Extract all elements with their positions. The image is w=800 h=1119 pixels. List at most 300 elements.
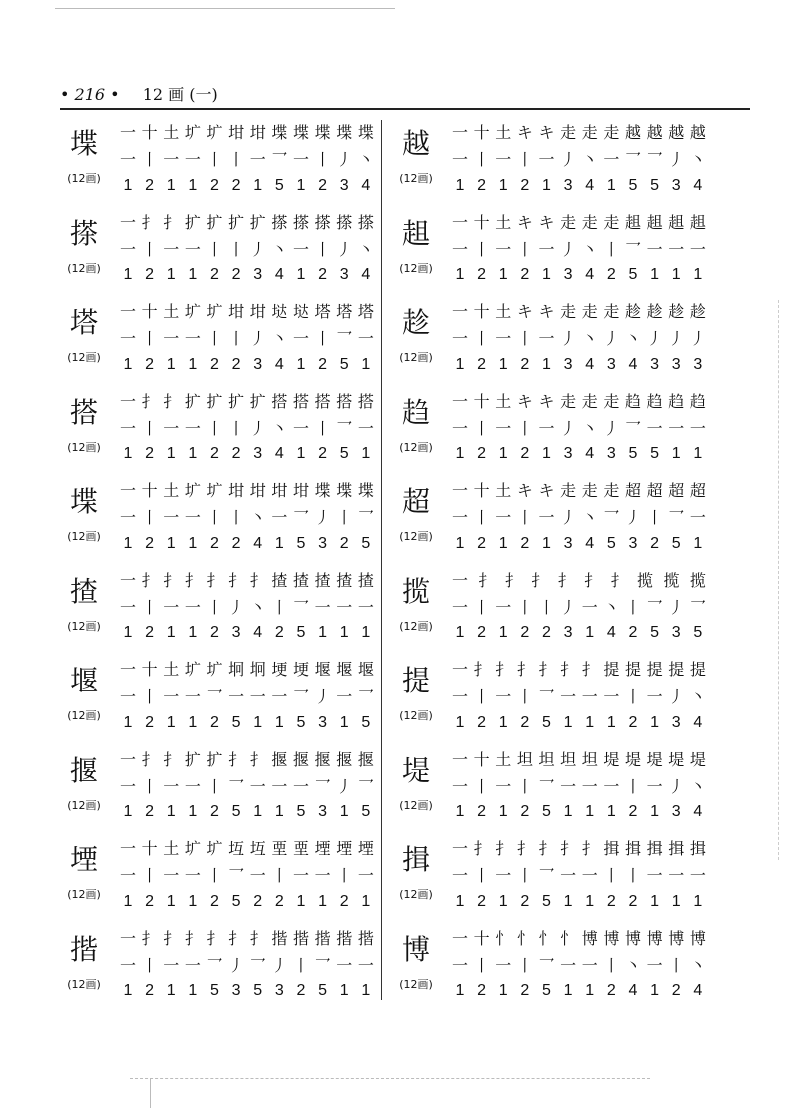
entry-character: 堤 (401, 753, 430, 787)
stroke-codes-cell: 2 (231, 445, 241, 462)
progressive-forms-cell: 一 (119, 839, 136, 858)
stroke-codes-cell: 1 (296, 892, 306, 910)
stroke-shapes-cell: 丶 (249, 597, 266, 617)
progressive-forms-cell: 忄 (538, 928, 555, 948)
stroke-entry (392, 745, 707, 827)
entry-character: 超 (401, 485, 430, 518)
stroke-codes-cell: 1 (455, 982, 465, 999)
progressive-forms-cell: 揖 (646, 839, 663, 858)
stroke-codes-cell: 4 (361, 266, 371, 283)
stroke-codes-cell: 1 (166, 534, 176, 552)
progressive-forms-cell: 圹 (184, 839, 201, 858)
stroke-codes-cell: 1 (585, 624, 595, 641)
stroke-shapes-cell: 丨 (624, 866, 641, 885)
stroke-shapes-cell: 一 (336, 955, 353, 975)
progressive-forms-cell: 趁 (689, 302, 706, 321)
stroke-codes-cell: 3 (274, 982, 284, 999)
stroke-codes-cell: 2 (628, 713, 638, 731)
progressive-forms-cell: 堞 (271, 123, 288, 142)
stroke-shapes-cell: 丨 (603, 866, 620, 885)
stroke-codes-cell: 5 (650, 445, 660, 462)
progressive-forms-cell: 搭 (292, 391, 309, 411)
progressive-forms (450, 118, 708, 145)
progressive-forms-cell: 揩 (314, 928, 331, 948)
progressive-forms-cell: キ (516, 123, 533, 142)
progressive-forms (118, 834, 376, 861)
stroke-codes-cell: 3 (318, 534, 328, 552)
stroke-codes-cell: 3 (253, 355, 263, 373)
stroke-shapes-cell: 丿 (668, 329, 685, 348)
stroke-shapes-cell: 一 (357, 866, 374, 885)
stroke-shapes-cell: 一 (163, 866, 180, 885)
progressive-forms-cell: 扌 (495, 660, 512, 679)
stroke-codes-cell: 1 (693, 534, 703, 552)
stroke-rows (118, 118, 376, 199)
stroke-codes (118, 172, 376, 199)
stroke-count: (12画) (67, 351, 101, 364)
stroke-shapes-cell: 丿 (624, 508, 641, 527)
stroke-shapes-cell: 一 (184, 239, 201, 259)
stroke-shapes-cell: 一 (538, 508, 555, 527)
stroke-shapes-cell: 一 (119, 239, 136, 259)
entry-character: 塔 (69, 306, 98, 339)
stroke-shapes-cell: 一 (668, 866, 685, 885)
progressive-forms-cell: 土 (495, 302, 512, 321)
stroke-codes-cell: 5 (231, 803, 241, 820)
progressive-forms-cell: 堰 (314, 660, 331, 679)
stroke-codes-cell: 1 (650, 982, 660, 999)
progressive-forms (450, 566, 708, 593)
stroke-codes-cell: 3 (671, 355, 681, 373)
stroke-shapes-cell: 一 (292, 866, 309, 885)
stroke-codes-cell: 2 (477, 713, 487, 731)
stroke-entry (60, 566, 375, 648)
progressive-forms-cell: 堙 (336, 839, 353, 858)
stroke-shapes (118, 593, 376, 620)
stroke-codes-cell: 1 (671, 445, 681, 462)
stroke-codes-cell: 1 (542, 355, 551, 373)
progressive-forms-cell: 坩 (271, 481, 288, 500)
stroke-shapes-cell: 丨 (516, 508, 533, 527)
stroke-codes-cell: 5 (361, 713, 371, 731)
progressive-forms-cell: 揸 (314, 570, 331, 590)
stroke-shapes (450, 324, 708, 351)
stroke-shapes-cell: 乛 (314, 776, 331, 796)
progressive-forms-cell: 博 (603, 928, 620, 948)
stroke-codes-cell: 2 (318, 355, 328, 373)
stroke-codes-cell: 2 (520, 892, 530, 910)
stroke-shapes-cell: 丿 (560, 329, 577, 348)
stroke-shapes-cell: 丨 (228, 508, 245, 527)
stroke-codes-cell: 2 (477, 803, 487, 820)
stroke-shapes-cell: 丶 (603, 597, 620, 617)
stroke-shapes-cell: 丨 (516, 776, 533, 796)
progressive-forms-cell: 揽 (637, 570, 654, 590)
progressive-forms-cell: 走 (560, 302, 577, 321)
entry-character: 趋 (401, 395, 430, 429)
stroke-codes-cell: 1 (498, 445, 508, 462)
progressive-forms-cell: 圹 (184, 660, 201, 679)
progressive-forms (118, 745, 376, 772)
stroke-entry (392, 387, 707, 469)
stroke-rows (118, 387, 376, 468)
stroke-shapes-cell: 乛 (314, 955, 331, 975)
stroke-shapes-cell: 丨 (603, 955, 620, 975)
progressive-forms-cell: 趄 (689, 212, 706, 232)
stroke-count: (12画) (399, 351, 433, 364)
stroke-codes-cell: 5 (542, 982, 551, 999)
progressive-forms-cell: キ (538, 302, 555, 321)
progressive-forms-cell: 垔 (292, 839, 309, 858)
stroke-shapes-cell: 一 (292, 150, 309, 169)
entry-character: 堙 (69, 843, 98, 876)
stroke-shapes-cell: 丨 (668, 955, 685, 975)
stroke-codes-cell: 1 (123, 892, 133, 910)
progressive-forms-cell: 土 (495, 123, 512, 142)
stroke-count: (12画) (67, 888, 101, 901)
stroke-codes-cell: 3 (693, 355, 703, 373)
progressive-forms-cell: 趋 (668, 391, 685, 411)
stroke-entry (392, 476, 707, 558)
stroke-shapes-cell: 丨 (228, 150, 245, 169)
stroke-shapes-cell: 一 (184, 776, 201, 796)
stroke-shapes-cell: 丶 (271, 329, 288, 348)
stroke-shapes-cell: 一 (581, 776, 598, 796)
progressive-forms-cell: 坦 (581, 749, 598, 769)
stroke-codes-cell: 5 (274, 176, 284, 194)
stroke-codes-cell: 1 (188, 445, 198, 462)
progressive-forms-cell: 揖 (624, 839, 641, 858)
stroke-rows (450, 118, 708, 199)
stroke-codes-cell: 1 (361, 355, 371, 373)
progressive-forms-cell: 超 (624, 481, 641, 500)
stroke-shapes-cell: 一 (689, 866, 706, 885)
stroke-codes-cell: 2 (520, 534, 530, 552)
progressive-forms-cell: 坩 (249, 481, 266, 500)
stroke-codes-cell: 4 (693, 176, 703, 194)
stroke-shapes-cell: 一 (249, 776, 266, 796)
stroke-shapes (450, 861, 708, 888)
progressive-forms-cell: 扩 (228, 212, 245, 232)
progressive-forms-cell: 十 (473, 481, 490, 500)
stroke-codes-cell: 1 (498, 176, 508, 194)
progressive-forms-cell: 坰 (249, 660, 266, 679)
stroke-codes-cell: 1 (542, 445, 551, 462)
stroke-shapes-cell: 丿 (249, 418, 266, 438)
progressive-forms-cell: 堙 (314, 839, 331, 858)
stroke-shapes-cell: 一 (163, 955, 180, 975)
progressive-forms-cell: 揽 (663, 570, 680, 590)
progressive-forms-cell: 搽 (271, 212, 288, 232)
progressive-forms-cell: 垯 (292, 302, 309, 321)
stroke-codes-cell: 1 (253, 176, 263, 194)
stroke-codes-cell: 5 (296, 534, 306, 552)
progressive-forms-cell: 土 (163, 302, 180, 321)
stroke-entry (392, 208, 707, 290)
progressive-forms-cell: 圹 (206, 481, 223, 500)
stroke-codes-cell: 1 (166, 892, 176, 910)
stroke-shapes-cell: 丨 (516, 329, 533, 348)
stroke-shapes-cell: 乛 (336, 329, 353, 348)
stroke-rows (118, 476, 376, 557)
stroke-count: (12画) (399, 709, 433, 722)
stroke-rows (118, 745, 376, 826)
stroke-entry (60, 297, 375, 379)
stroke-codes-cell: 5 (650, 176, 660, 194)
progressive-forms-cell: 垯 (271, 302, 288, 321)
stroke-shapes-cell: 一 (119, 329, 136, 348)
stroke-shapes-cell: 乛 (228, 776, 245, 796)
stroke-shapes-cell: 乛 (292, 508, 309, 527)
stroke-codes-cell: 5 (650, 624, 660, 641)
stroke-codes-cell: 1 (123, 803, 133, 820)
stroke-shapes-cell: 一 (163, 597, 180, 617)
stroke-codes-cell: 5 (628, 445, 638, 462)
progressive-forms-cell: 扌 (581, 660, 598, 679)
stroke-shapes-cell: 一 (184, 955, 201, 975)
stroke-shapes-cell: 一 (184, 418, 201, 438)
progressive-forms-cell: 扌 (516, 660, 533, 679)
progressive-forms-cell: 扩 (206, 391, 223, 411)
stroke-codes-cell: 1 (650, 266, 660, 283)
stroke-codes-cell: 3 (628, 534, 638, 552)
stroke-shapes-cell: 一 (538, 150, 555, 169)
stroke-codes-cell: 1 (542, 266, 551, 283)
progressive-forms-cell: 扌 (249, 928, 266, 948)
progressive-forms-cell: 坩 (228, 302, 245, 321)
stroke-entry (60, 745, 375, 827)
stroke-shapes-cell: 丨 (538, 597, 555, 617)
progressive-forms (118, 208, 376, 235)
progressive-forms-cell: 提 (689, 660, 706, 679)
stroke-shapes-cell: 一 (646, 687, 663, 706)
progressive-forms-cell: キ (516, 302, 533, 321)
stroke-codes-cell: 2 (210, 534, 219, 552)
stroke-shapes-cell: 一 (119, 508, 136, 527)
progressive-forms-cell: 忄 (516, 928, 533, 948)
stroke-shapes-cell: 一 (451, 508, 468, 527)
stroke-codes (450, 978, 708, 1005)
stroke-shapes-cell: 丨 (603, 239, 620, 259)
progressive-forms-cell: 坩 (228, 481, 245, 500)
stroke-codes-cell: 3 (606, 445, 616, 462)
stroke-rows (450, 834, 708, 915)
progressive-forms-cell: 揠 (336, 749, 353, 769)
progressive-forms-cell: 趋 (646, 391, 663, 411)
progressive-forms-cell: 越 (624, 123, 641, 142)
stroke-shapes-cell: 一 (249, 687, 266, 706)
stroke-shapes-cell: 丿 (668, 150, 685, 169)
stroke-codes-cell: 5 (542, 713, 551, 731)
stroke-codes (450, 441, 708, 468)
stroke-shapes-cell: 一 (119, 418, 136, 438)
progressive-forms-cell: 圹 (184, 481, 201, 500)
stroke-codes-cell: 2 (210, 713, 219, 731)
progressive-forms-cell: 圹 (184, 123, 201, 142)
stroke-codes-cell: 1 (188, 803, 198, 820)
stroke-shapes-cell: 一 (495, 150, 512, 169)
stroke-shapes-cell: 一 (581, 597, 598, 617)
progressive-forms-cell: 扌 (473, 660, 490, 679)
stroke-codes-cell: 1 (123, 982, 133, 999)
stroke-codes-cell: 1 (188, 624, 198, 641)
stroke-codes-cell: 2 (520, 982, 530, 999)
stroke-shapes (118, 682, 376, 709)
progressive-forms-cell: 堞 (336, 481, 353, 500)
stroke-shapes-cell: 丿 (249, 329, 266, 348)
stroke-codes-cell: 1 (123, 355, 133, 373)
progressive-forms-cell: 搭 (314, 391, 331, 411)
progressive-forms-cell: 十 (141, 839, 158, 858)
progressive-forms-cell: 博 (646, 928, 663, 948)
stroke-codes-cell: 2 (145, 355, 155, 373)
stroke-codes-cell: 1 (498, 624, 508, 641)
stroke-shapes-cell: 丿 (336, 150, 353, 169)
stroke-shapes-cell: 一 (184, 508, 201, 527)
stroke-codes (118, 620, 376, 647)
progressive-forms (450, 655, 708, 682)
progressive-forms-cell: キ (516, 481, 533, 500)
progressive-forms-cell: 一 (119, 481, 136, 500)
progressive-forms-cell: 扩 (228, 391, 245, 411)
progressive-forms (118, 387, 376, 414)
stroke-shapes (118, 772, 376, 799)
progressive-forms-cell: 揩 (336, 928, 353, 948)
stroke-shapes-cell: 丶 (581, 239, 598, 259)
progressive-forms-cell: 揽 (689, 570, 706, 590)
progressive-forms-cell: 一 (119, 570, 136, 590)
stroke-codes-cell: 1 (361, 624, 371, 641)
entry-character: 提 (401, 664, 430, 697)
stroke-shapes-cell: 丨 (141, 955, 158, 975)
stroke-count: (12画) (67, 440, 101, 454)
stroke-entry (60, 834, 375, 916)
stroke-codes-cell: 5 (361, 803, 371, 820)
stroke-codes-cell: 1 (253, 713, 263, 731)
progressive-forms-cell: 走 (581, 302, 598, 321)
progressive-forms (450, 387, 708, 414)
stroke-shapes (450, 414, 708, 441)
stroke-shapes-cell: 一 (119, 776, 136, 796)
stroke-rows (450, 208, 708, 289)
stroke-shapes-cell: 丨 (336, 508, 353, 527)
progressive-forms-cell: 扌 (163, 391, 180, 411)
stroke-codes-cell: 2 (477, 892, 487, 910)
stroke-shapes (118, 951, 376, 978)
stroke-codes-cell: 1 (693, 445, 703, 462)
stroke-codes-cell: 2 (253, 892, 263, 910)
stroke-count: (12画) (67, 261, 101, 275)
stroke-codes-cell: 2 (671, 982, 681, 999)
stroke-codes-cell: 1 (693, 266, 703, 283)
stroke-codes (450, 620, 708, 647)
stroke-shapes-cell: 一 (603, 687, 620, 706)
progressive-forms-cell: 提 (624, 660, 641, 679)
stroke-codes-cell: 4 (585, 266, 595, 283)
stroke-codes-cell: 2 (318, 176, 328, 194)
stroke-codes-cell: 1 (585, 982, 595, 999)
stroke-entry (392, 924, 707, 1006)
stroke-codes-cell: 5 (628, 266, 638, 283)
stroke-shapes (450, 772, 708, 799)
stroke-codes (450, 799, 708, 826)
stroke-shapes-cell: 丶 (689, 776, 706, 796)
stroke-shapes-cell: 一 (495, 866, 512, 885)
stroke-shapes (118, 145, 376, 172)
stroke-shapes-cell: 丨 (473, 866, 490, 885)
progressive-forms-cell: 土 (495, 749, 512, 769)
stroke-codes-cell: 2 (210, 892, 219, 910)
stroke-shapes-cell: 丨 (624, 776, 641, 796)
progressive-forms-cell: 扌 (163, 570, 180, 590)
stroke-codes-cell: 4 (585, 534, 595, 552)
progressive-forms-cell: 坦 (538, 749, 555, 769)
progressive-forms-cell: 一 (451, 391, 468, 411)
entry-character: 揽 (401, 574, 430, 608)
stroke-codes-cell: 2 (520, 176, 530, 194)
stroke-codes-cell: 2 (231, 266, 241, 283)
stroke-codes-cell: 2 (231, 534, 241, 552)
stroke-codes-cell: 2 (145, 803, 155, 820)
stroke-shapes-cell: 一 (184, 866, 201, 885)
stroke-shapes-cell: 丶 (624, 329, 641, 348)
entry-character: 堞 (69, 485, 98, 518)
stroke-shapes-cell: 乛 (624, 418, 641, 438)
progressive-forms-cell: 堞 (292, 123, 309, 142)
entry-character: 揠 (69, 753, 98, 787)
stroke-codes-cell: 1 (455, 803, 465, 820)
stroke-codes-cell: 4 (628, 982, 638, 999)
progressive-forms-cell: 揖 (603, 839, 620, 858)
progressive-forms-cell: 堤 (603, 749, 620, 769)
stroke-shapes-cell: 一 (314, 866, 331, 885)
stroke-codes-cell: 1 (274, 534, 284, 552)
stroke-entry (60, 655, 375, 737)
stroke-codes-cell: 2 (606, 266, 616, 283)
stroke-codes (118, 441, 376, 468)
stroke-shapes-cell: 丨 (206, 597, 223, 617)
progressive-forms-cell: 圹 (206, 660, 223, 679)
stroke-codes-cell: 1 (166, 355, 176, 373)
stroke-codes-cell: 4 (693, 803, 703, 820)
progressive-forms-cell: 扌 (478, 570, 495, 590)
stroke-codes-cell: 1 (455, 445, 465, 462)
progressive-forms-cell: 一 (119, 928, 136, 948)
stroke-count: (12画) (399, 619, 433, 633)
stroke-codes (118, 709, 376, 736)
progressive-forms-cell: 忄 (560, 928, 577, 948)
stroke-shapes-cell: 丶 (689, 150, 706, 169)
stroke-shapes-cell: 一 (668, 239, 685, 259)
stroke-codes-cell: 4 (274, 355, 284, 373)
stroke-shapes-cell: 乛 (357, 687, 374, 706)
stroke-codes-cell: 3 (231, 624, 241, 641)
stroke-shapes-cell: 丨 (473, 687, 490, 706)
stroke-codes-cell: 2 (318, 445, 328, 462)
progressive-forms-cell: 一 (119, 660, 136, 679)
stroke-codes-cell: 4 (628, 355, 638, 373)
stroke-shapes-cell: 乛 (646, 150, 663, 169)
progressive-forms-cell: 塔 (314, 302, 331, 321)
progressive-forms (450, 834, 708, 861)
progressive-forms-cell: 搽 (314, 212, 331, 232)
stroke-codes-cell: 1 (166, 713, 176, 731)
stroke-codes-cell: 2 (210, 803, 219, 820)
progressive-forms-cell: 走 (581, 123, 598, 142)
stroke-codes-cell: 1 (318, 624, 328, 641)
progressive-forms-cell: 十 (141, 123, 158, 142)
stroke-shapes-cell: 一 (581, 866, 598, 885)
